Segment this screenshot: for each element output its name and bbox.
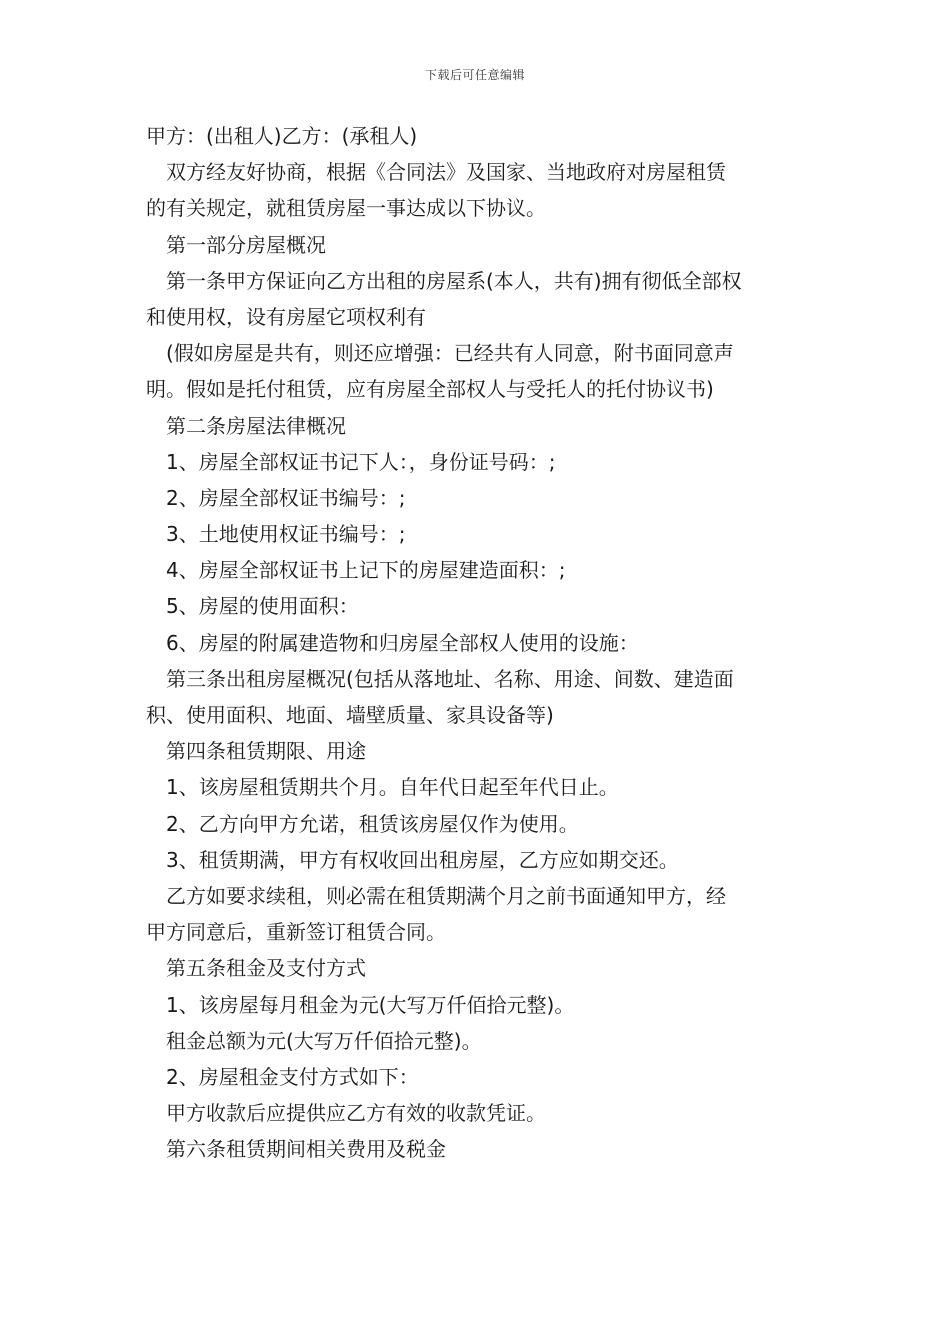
text-line: 甲方同意后，重新签订租赁合同。	[146, 920, 446, 945]
text-line: 第三条出租房屋概况(包括从落地址、名称、用途、间数、建造面	[166, 666, 734, 691]
text-line: 第六条租赁期间相关费用及税金	[166, 1137, 446, 1162]
text-line: 5、房屋的使用面积：	[166, 594, 359, 619]
text-line: 的有关规定，就租赁房屋一事达成以下协议。	[146, 196, 546, 221]
text-line: 第二条房屋法律概况	[166, 413, 346, 438]
text-line: 明。假如是托付租赁，应有房屋全部权人与受托人的托付协议书)	[146, 377, 714, 402]
text-line: 第五条租金及支付方式	[166, 956, 366, 981]
text-line: 积、使用面积、地面、墙壁质量、家具设备等)	[146, 703, 554, 727]
text-line: 和使用权，设有房屋它项权利有	[146, 304, 426, 329]
text-line: 1、房屋全部权证书记下人：，身份证号码：;	[166, 449, 556, 474]
text-line: 3、租赁期满，甲方有权收回出租房屋，乙方应如期交还。	[166, 847, 679, 872]
text-line: (假如房屋是共有，则还应增强：已经共有人同意，附书面同意声	[166, 341, 734, 366]
text-line: 4、房屋全部权证书上记下的房屋建造面积：;	[166, 558, 566, 583]
text-line: 第一条甲方保证向乙方出租的房屋系(本人，共有)拥有彻低全部权	[166, 268, 742, 293]
text-line: 租金总额为元(大写万仟佰拾元整)。	[166, 1028, 482, 1053]
text-line: 双方经友好协商，根据《合同法》及国家、当地政府对房屋租赁	[166, 160, 726, 185]
text-line: 6、房屋的附属建造物和归房屋全部权人使用的设施：	[166, 630, 639, 655]
text-line: 甲方：(出租人)乙方：(承租人)	[146, 124, 418, 148]
text-line: 甲方收款后应提供应乙方有效的收款凭证。	[166, 1101, 546, 1126]
page-header-note: 下载后可任意编辑	[424, 68, 525, 82]
text-line: 1、该房屋每月租金为元(大写万仟佰拾元整)。	[166, 992, 575, 1017]
text-line: 第四条租赁期限、用途	[166, 739, 366, 764]
text-line: 第一部分房屋概况	[166, 232, 326, 257]
text-line: 3、土地使用权证书编号：;	[166, 522, 406, 547]
text-line: 1、该房屋租赁期共个月。自年代日起至年代日止。	[166, 775, 619, 800]
document-body	[146, 118, 814, 1167]
text-line: 乙方如要求续租，则必需在租赁期满个月之前书面通知甲方，经	[166, 883, 726, 908]
text-line: 2、乙方向甲方允诺，租赁该房屋仅作为使用。	[166, 811, 579, 836]
text-line: 2、房屋租金支付方式如下：	[166, 1064, 419, 1089]
text-line: 2、房屋全部权证书编号：;	[166, 485, 406, 510]
